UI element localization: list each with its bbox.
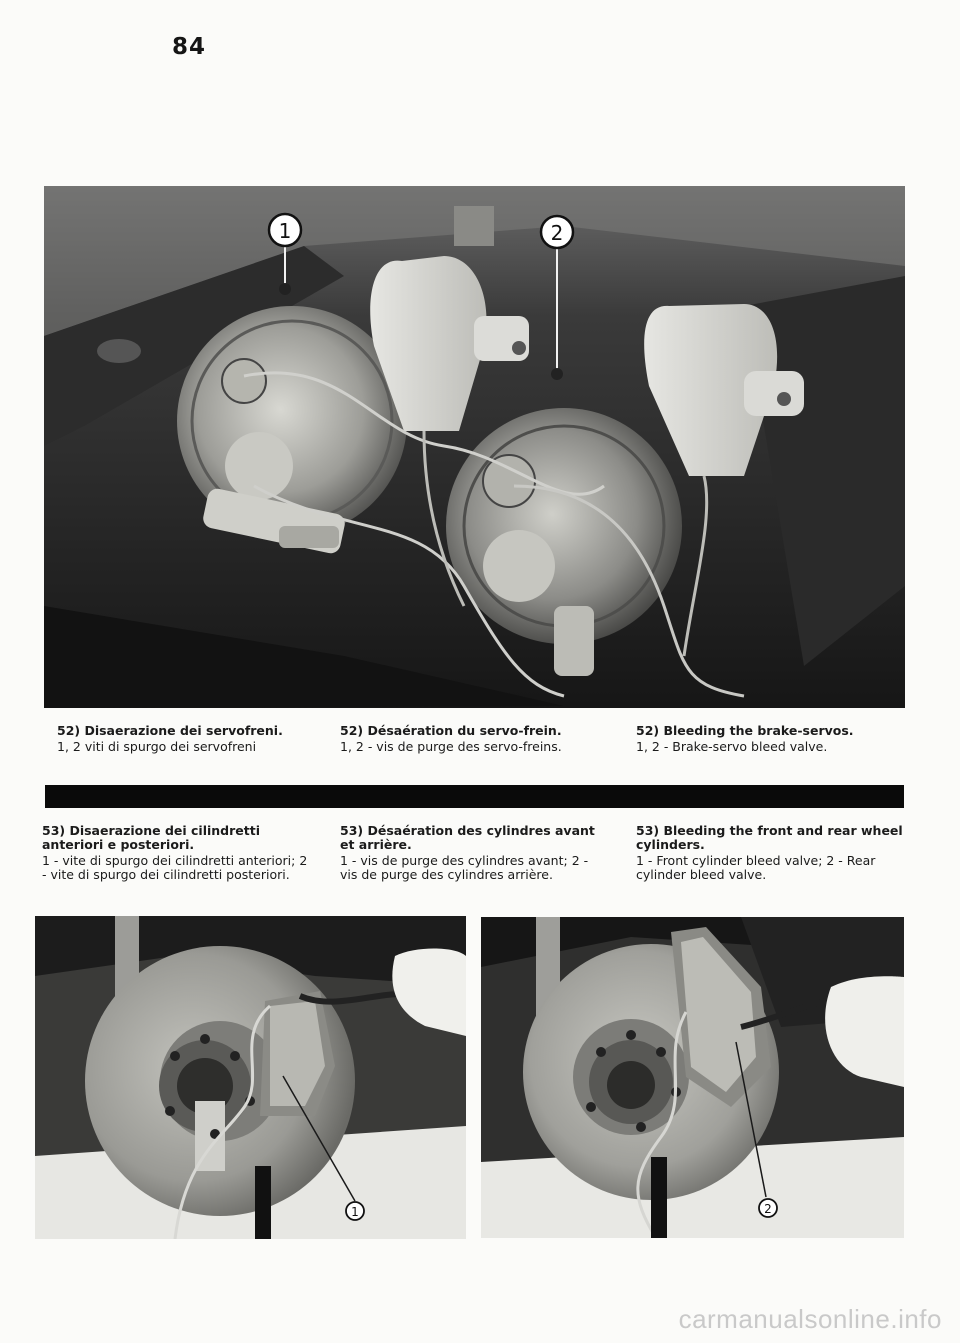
caption-53-italian <box>42 824 314 882</box>
caption-body: 1 - Front cylinder bleed valve; 2 - Rear cylinder bleed valve. <box>636 853 876 882</box>
caption-title: 52) Bleeding the brake-servos. <box>636 723 854 738</box>
page-number: 84 <box>172 34 207 60</box>
caption-body: 1, 2 viti di spurgo dei servofreni <box>57 739 257 754</box>
callout-front-1-marker <box>346 1202 364 1220</box>
caption-title: 52) Désaération du servo-frein. <box>340 723 562 738</box>
callout-2-label: 2 <box>550 221 564 245</box>
caption-body: 1, 2 - vis de purge des servo-freins. <box>340 739 562 754</box>
caption-title: 53) Désaération des cylindres avant et arrière. <box>340 823 595 852</box>
rear-brake-disc-photo <box>481 917 904 1238</box>
caption-52-italian <box>57 724 319 754</box>
caption-title: 53) Bleeding the front and rear wheel cylinders. <box>636 823 903 852</box>
brake-servo-photo <box>44 186 905 708</box>
caption-title: 53) Disaerazione dei cilindretti anteriori e posteriori. <box>42 823 260 852</box>
caption-53-english <box>636 824 906 882</box>
callout-front-1-label: 1 <box>351 1205 359 1219</box>
caption-52-english <box>636 724 906 754</box>
caption-title: 52) Disaerazione dei servofreni. <box>57 723 283 738</box>
callout-1-label: 1 <box>278 219 292 243</box>
caption-body: 1 - vite di spurgo dei cilindretti anteriori; 2 - vite di spurgo dei cilindretti posteriori. <box>42 853 308 882</box>
caption-body: 1, 2 - Brake-servo bleed valve. <box>636 739 828 754</box>
caption-52-french <box>340 724 608 754</box>
caption-53-french <box>340 824 608 882</box>
callout-rear-2-label: 2 <box>764 1202 772 1216</box>
site-watermark: carmanualsonline.info <box>678 1304 942 1334</box>
section-divider-bar <box>45 785 904 808</box>
front-brake-disc-photo <box>35 916 466 1239</box>
callout-rear-2-marker <box>759 1199 777 1217</box>
caption-body: 1 - vis de purge des cylindres avant; 2 - vis de purge des cylindres arrière. <box>340 853 589 882</box>
callout-2-marker <box>541 216 573 248</box>
callout-1-marker <box>269 214 301 246</box>
